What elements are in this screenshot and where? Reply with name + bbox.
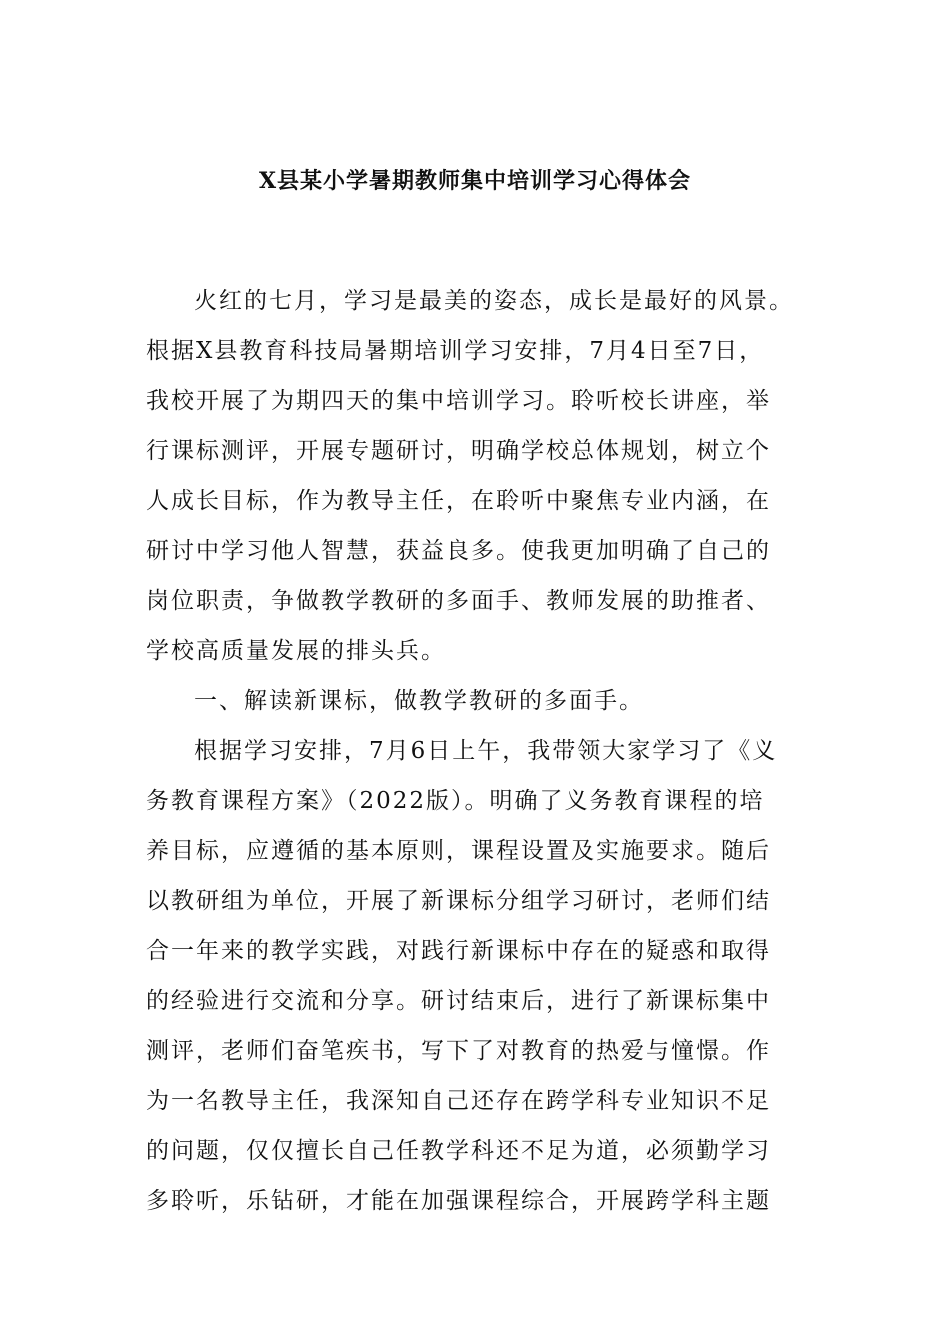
paragraph-line: 的问题，仅仅擅长自己任教学科还不足为道，必须勤学习 [146,1138,771,1164]
paragraph-line: 研讨中学习他人智慧，获益良多。使我更加明确了自己的 [146,538,771,564]
paragraph-line: 行课标测评，开展专题研讨，明确学校总体规划，树立个 [146,438,771,464]
paragraph-line: 以教研组为单位，开展了新课标分组学习研讨，老师们结 [146,888,771,914]
paragraph-line: 务教育课程方案》（2022版）。明确了义务教育课程的培 [146,788,765,814]
paragraph-line: 岗位职责，争做教学教研的多面手、教师发展的助推者、 [146,588,771,614]
paragraph-line: 的经验进行交流和分享。研讨结束后，进行了新课标集中 [146,988,771,1014]
paragraph-line: 养目标，应遵循的基本原则，课程设置及实施要求。随后 [146,838,771,864]
paragraph-line: 根据学习安排，7月6日上午，我带领大家学习了《义 [194,738,778,764]
paragraph-line: 学校高质量发展的排头兵。 [146,638,446,664]
paragraph-line: 多聆听，乐钻研，才能在加强课程综合，开展跨学科主题 [146,1188,771,1214]
paragraph-line: 根据X县教育科技局暑期培训学习安排，7月4日至7日， [146,338,765,364]
paragraph-line: 人成长目标，作为教导主任，在聆听中聚焦专业内涵，在 [146,488,771,514]
paragraph-line: 合一年来的教学实践，对践行新课标中存在的疑惑和取得 [146,938,771,964]
section-heading: 一、解读新课标，做教学教研的多面手。 [194,688,644,714]
paragraph-line: 火红的七月，学习是最美的姿态，成长是最好的风景。 [194,288,794,314]
paragraph-line: 测评，老师们奋笔疾书，写下了对教育的热爱与憧憬。作 [146,1038,771,1064]
document-body [146,276,846,1226]
paragraph-line: 我校开展了为期四天的集中培训学习。聆听校长讲座，举 [146,388,771,414]
document-title: X县某小学暑期教师集中培训学习心得体会 [258,168,692,194]
paragraph-line: 为一名教导主任，我深知自己还存在跨学科专业知识不足 [146,1088,771,1114]
